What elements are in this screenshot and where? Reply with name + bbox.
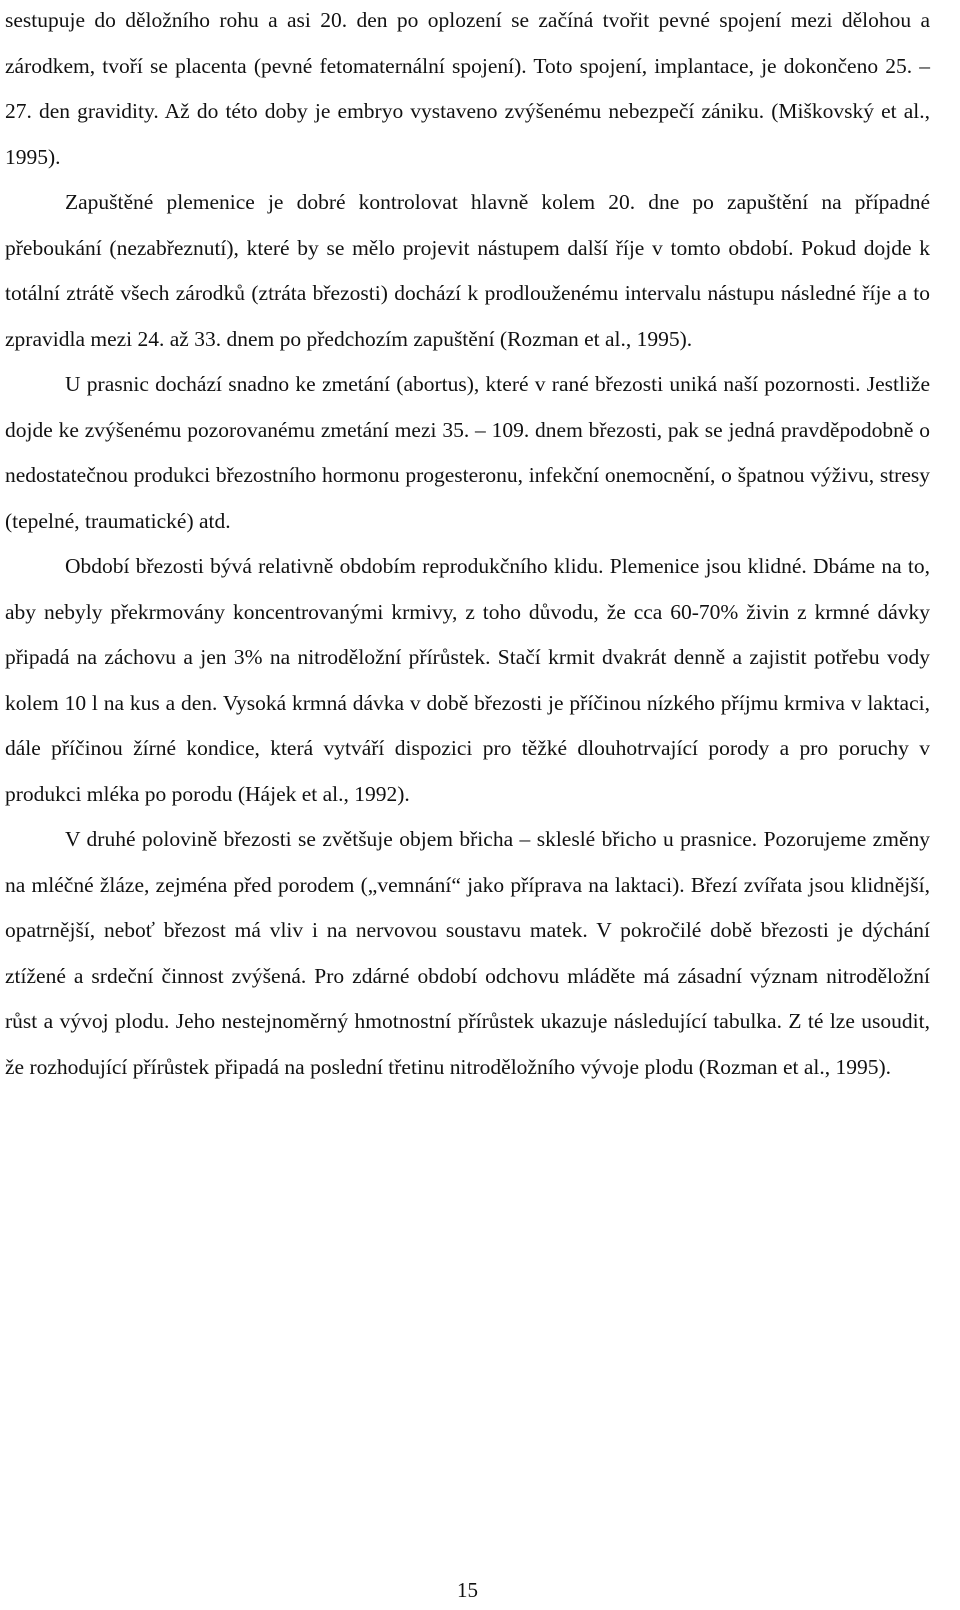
paragraph-second-half: V druhé polovině březosti se zvětšuje objem břicha – skleslé břicho u prasnice. Pozorujeme změny na mléčné žláze, zejména před porodem („vemnání“ jako příprava na laktaci). Březí zvířata jsou klidnější, opatrnější, neboť březost má vliv i na nervovou soustavu matek. V pokročilé době březosti je dýchání ztížené a srdeční činnost zvýšená. Pro zdárné období odchovu mláděte má zásadní význam nitroděložní růst a vývoj plodu. Jeho nestejnoměrný hmotnostní přírůstek ukazuje následující tabulka. Z té lze usoudit, že rozhodující přírůstek připadá na poslední třetinu nitroděložního vývoje plodu (Rozman et al., 1995). (5, 827, 930, 1079)
paragraph-abortion: U prasnic dochází snadno ke zmetání (abortus), které v rané březosti uniká naší pozornosti. Jestliže dojde ke zvýšenému pozorovanému zmetání mezi 35. – 109. dnem březosti, pak se jedná pravděpodobně o nedostatečnou produkci březostního hormonu progesteronu, infekční onemocnění, o špatnou výživu, stresy (tepelné, traumatické) atd. (5, 372, 930, 533)
paragraph-gestation-feeding: Období březosti bývá relativně obdobím reprodukčního klidu. Plemenice jsou klidné. Dbáme na to, aby nebyly překrmovány koncentrovanými krmivy, z toho důvodu, že cca 60-70% živin z krmné dávky připadá na záchovu a jen 3% na nitroděložní přírůstek. Stačí krmit dvakrát denně a zajistit potřebu vody kolem 10 l na kus a den. Vysoká krmná dávka v době březosti je příčinou nízkého příjmu krmiva v laktaci, dále příčinou žírné kondice, která vytváří dispozici pro těžké dlouhotrvající porody a pro poruchy v produkci mléka po porodu (Hájek et al., 1992). (5, 554, 930, 806)
paragraph-continued: sestupuje do děložního rohu a asi 20. den po oplození se začíná tvořit pevné spojení mezi dělohou a zárodkem, tvoří se placenta (pevné fetomaternální spojení). Toto spojení, implantace, je dokončeno 25. – 27. den gravidity. Až do této doby je embryo vystaveno zvýšenému nebezpečí zániku. (Miškovský et al., 1995). (5, 8, 930, 169)
paragraph-inspection: Zapuštěné plemenice je dobré kontrolovat hlavně kolem 20. dne po zapuštění na případné přeboukání (nezabřeznutí), které by se mělo projevit nástupem další říje v tomto období. Pokud dojde k totální ztrátě všech zárodků (ztráta březosti) dochází k prodlouženému intervalu nástupu následné říje a to zpravidla mezi 24. až 33. dnem po předchozím zapuštění (Rozman et al., 1995). (5, 190, 930, 351)
body-text (5, 0, 930, 1090)
page-number: 15 (457, 1578, 478, 1602)
